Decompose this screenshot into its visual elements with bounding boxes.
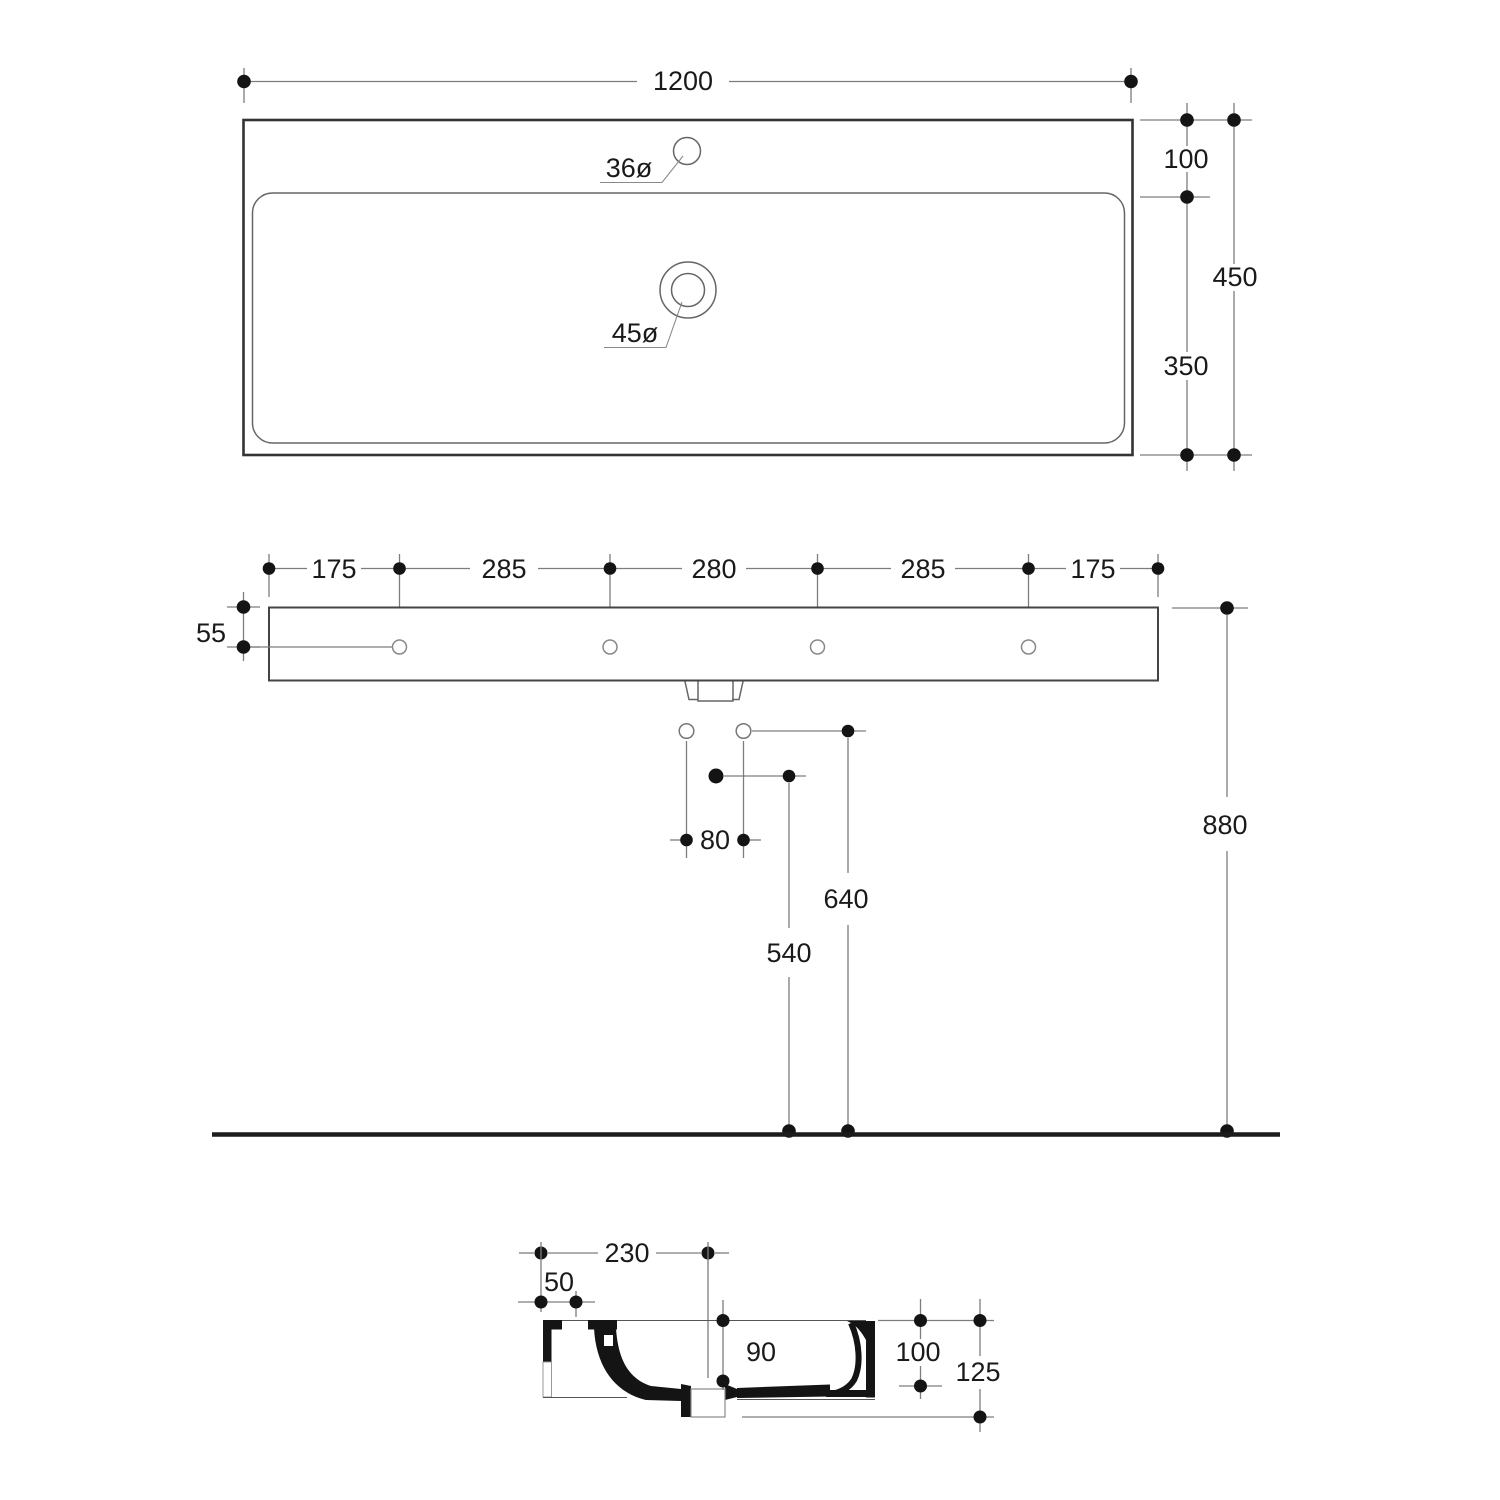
dim-label-rim-to-basin: 100 — [1163, 144, 1209, 174]
dim-label-spacing-4: 285 — [900, 554, 946, 584]
dim-label-spacing-1: 175 — [311, 554, 357, 584]
dim-label-faucet-hole: 36ø — [605, 153, 653, 183]
dim-label-overflow-spacing: 80 — [699, 825, 731, 855]
fixing-hole-4 — [1022, 640, 1036, 654]
dim-label-fixing-offset: 55 — [195, 618, 227, 648]
dim-label-rim-height: 880 — [1202, 810, 1248, 840]
dim-label-overall-width: 1200 — [652, 66, 714, 96]
overflow-hole-right — [736, 724, 751, 739]
dim-label-apron-height: 100 — [895, 1337, 941, 1367]
dim-label-drain-hole: 45ø — [611, 318, 659, 348]
fixing-hole-1 — [393, 640, 407, 654]
fixing-hole-2 — [603, 640, 617, 654]
front-view — [196, 554, 1280, 1138]
dim-trap-height — [724, 770, 812, 1138]
dim-bracket-offset — [518, 1267, 595, 1317]
drain-outlet-front — [685, 682, 743, 702]
dim-label-overall-depth: 450 — [1212, 262, 1258, 292]
overflow-hole-left — [679, 724, 694, 739]
dim-rim-height — [1172, 601, 1248, 1138]
dim-label-spacing-2: 285 — [481, 554, 527, 584]
dim-label-bracket-offset: 50 — [543, 1267, 575, 1297]
dim-label-basin-to-front: 350 — [1163, 351, 1209, 381]
dim-overall-width — [237, 66, 1138, 103]
dim-label-total-height: 125 — [955, 1357, 1001, 1387]
basin-outline-top — [244, 120, 1133, 455]
dim-depth-group — [1140, 103, 1258, 471]
fixing-hole-3 — [811, 640, 825, 654]
dim-fixing-offset — [196, 592, 260, 661]
dim-label-drain-from-wall: 230 — [604, 1238, 650, 1268]
trap-point — [709, 769, 724, 784]
dim-label-overflow-height: 640 — [823, 884, 869, 914]
dim-bowl-depth — [717, 1300, 777, 1390]
dim-overflow-spacing — [670, 741, 761, 858]
basin-section — [543, 1320, 875, 1417]
side-view — [518, 1238, 1001, 1432]
dim-label-spacing-5: 175 — [1070, 554, 1116, 584]
dim-overflow-height — [752, 725, 869, 1138]
dim-label-spacing-3: 280 — [691, 554, 737, 584]
top-view — [237, 66, 1257, 471]
dim-label-trap-height: 540 — [766, 938, 812, 968]
dim-label-bowl-depth: 90 — [746, 1337, 777, 1367]
